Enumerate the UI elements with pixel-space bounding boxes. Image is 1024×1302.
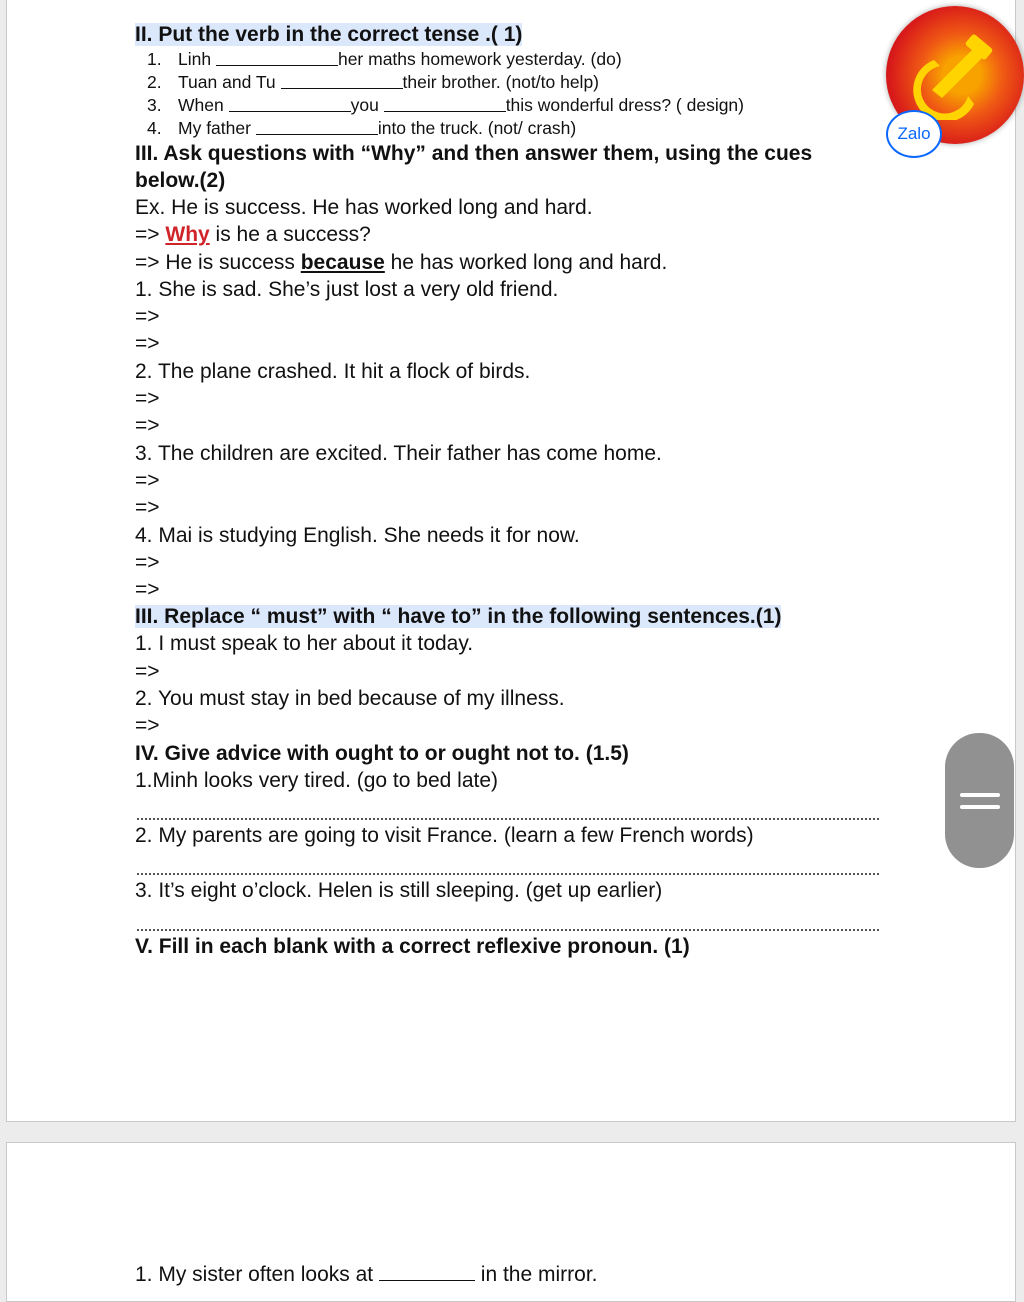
- answer-arrow: =>: [135, 496, 160, 520]
- question-item: 2. My parents are going to visit France. (learn a few French words): [135, 823, 754, 847]
- section-4-heading: IV. Give advice with ought to or ought not to. (1.5): [135, 741, 629, 765]
- section-3-heading-cont: below.(2): [135, 169, 226, 192]
- question-item: 1.Minh looks very tired. (go to bed late): [135, 768, 499, 792]
- answer-dotted-line[interactable]: [137, 905, 879, 931]
- question-item: 2. You must stay in bed because of my illness.: [135, 687, 565, 711]
- answer-blank[interactable]: [256, 117, 378, 135]
- section-3-heading: III. Ask questions with “Why” and then answer them, using the cues: [135, 142, 813, 165]
- question-item: 2. The plane crashed. It hit a flock of birds.: [135, 359, 531, 383]
- answer-arrow: =>: [135, 332, 160, 356]
- section-2-heading: II. Put the verb in the correct tense .( 1): [135, 23, 523, 46]
- section-2-list: [135, 48, 915, 140]
- answer-arrow: =>: [135, 468, 160, 492]
- question-item: 3. The children are excited. Their father has come home.: [135, 441, 662, 465]
- question-item: 3. It’s eight o’clock. Helen is still sleeping. (get up earlier): [135, 879, 663, 903]
- section-5-heading: V. Fill in each blank with a correct reflexive pronoun. (1): [135, 934, 690, 958]
- answer-arrow: =>: [135, 414, 160, 438]
- answer-arrow: =>: [135, 305, 160, 329]
- answer-blank[interactable]: [229, 94, 351, 112]
- answer-dotted-line[interactable]: [137, 794, 879, 820]
- answer-blank[interactable]: [281, 71, 403, 89]
- document-page-1: [6, 0, 1016, 1122]
- answer-arrow: =>: [135, 714, 160, 738]
- zalo-badge[interactable]: Zalo: [886, 110, 942, 158]
- answer-blank[interactable]: [379, 1263, 475, 1281]
- section-3b-heading: III. Replace “ must” with “ have to” in the following sentences.(1): [135, 605, 782, 629]
- example-line: Ex. He is success. He has worked long and hard.: [135, 196, 593, 219]
- answer-arrow: =>: [135, 387, 160, 411]
- scroll-handle[interactable]: [945, 733, 1014, 868]
- list-item: 3. When you this wonderful dress? ( design): [147, 95, 744, 115]
- list-item: 2. Tuan and Tu their brother. (not/to help): [147, 72, 599, 92]
- worksheet-content: [135, 21, 915, 960]
- hammer-sickle-icon: [912, 30, 1002, 120]
- answer-dotted-line[interactable]: [137, 849, 879, 875]
- question-item: 1. I must speak to her about it today.: [135, 632, 474, 656]
- answer-arrow: =>: [135, 659, 160, 683]
- question-item: 1. She is sad. She’s just lost a very old friend.: [135, 277, 559, 301]
- answer-arrow: =>: [135, 578, 160, 602]
- question-item: 4. Mai is studying English. She needs it for now.: [135, 523, 580, 547]
- page-2-first-line: 1. My sister often looks at in the mirror.: [135, 1263, 598, 1286]
- list-item: 4. My father into the truck. (not/ crash): [147, 118, 577, 138]
- example-answer: => He is success because he has worked long and hard.: [135, 250, 668, 274]
- drag-handle-icon: [960, 785, 1000, 817]
- answer-arrow: =>: [135, 550, 160, 574]
- document-page-2: [6, 1142, 1016, 1302]
- answer-blank[interactable]: [384, 94, 506, 112]
- list-item: 1. Linh her maths homework yesterday. (do): [147, 49, 622, 69]
- answer-blank[interactable]: [216, 48, 338, 66]
- example-question: => Why is he a success?: [135, 223, 371, 247]
